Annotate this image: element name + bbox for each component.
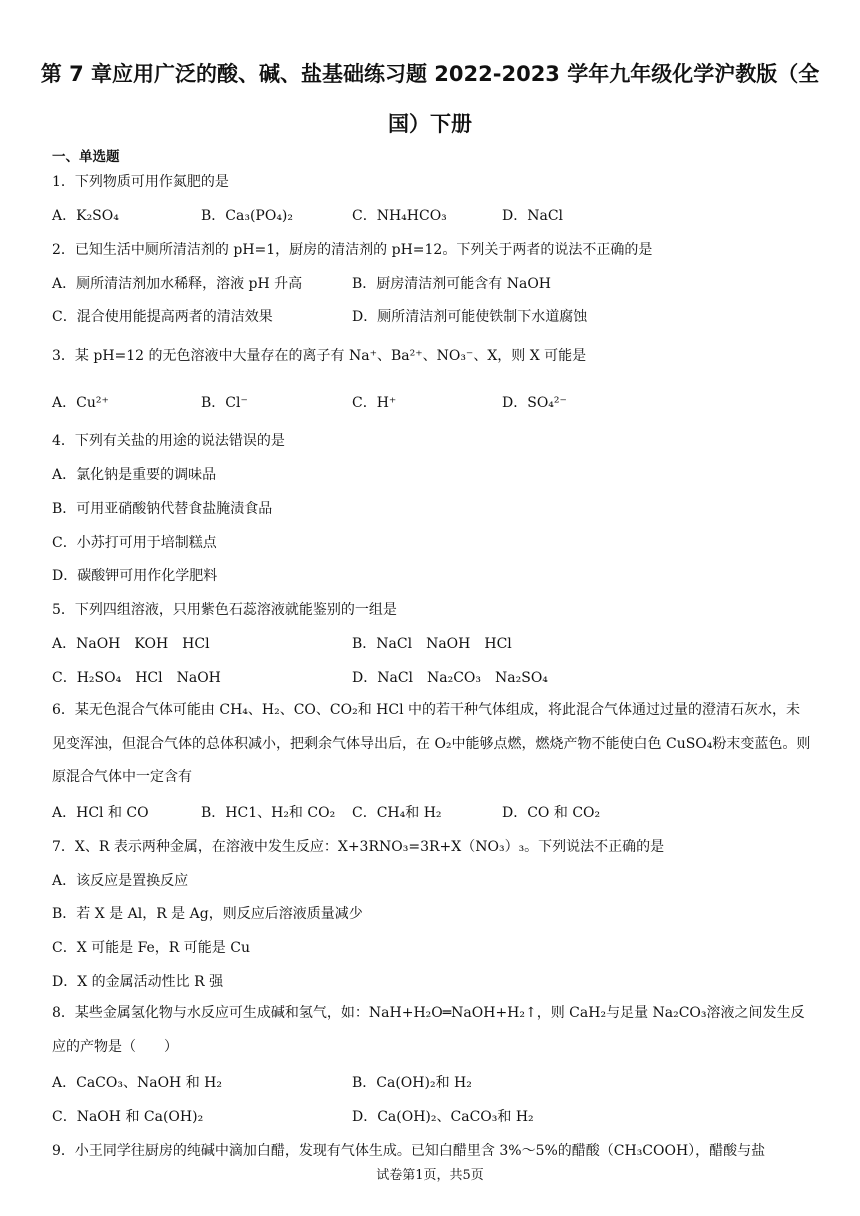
question-6-option-a: A．HCl 和 CO <box>52 805 149 821</box>
question-5-stem: 5．下列四组溶液，只用紫色石蕊溶液就能鉴别的一组是 <box>52 602 397 618</box>
question-7-option-b: B．若 X 是 Al，R 是 Ag，则反应后溶液质量减少 <box>52 906 363 922</box>
question-1-option-d: D．NaCl <box>502 208 564 224</box>
question-4-option-a: A．氯化钠是重要的调味品 <box>52 467 217 483</box>
question-7-option-d: D．X 的金属活动性比 R 强 <box>52 974 224 990</box>
question-6-option-d: D．CO 和 CO₂ <box>502 805 601 821</box>
question-5-option-c: C．H₂SO₄ HCl NaOH <box>52 670 221 686</box>
question-2-option-b: B．厨房清洁剂可能含有 NaOH <box>352 276 552 292</box>
question-8-option-d: D．Ca(OH)₂、CaCO₃和 H₂ <box>352 1109 534 1125</box>
question-7-option-c: C．X 可能是 Fe，R 可能是 Cu <box>52 940 250 956</box>
question-7-stem: 7．X、R 表示两种金属，在溶液中发生反应：X+3RNO₃=3R+X（NO₃）₃。下列说法不正确的是 <box>52 839 665 855</box>
question-3-option-c: C．H⁺ <box>352 395 397 411</box>
question-1-option-b: B．Ca₃(PO₄)₂ <box>201 208 294 224</box>
question-5-option-b: B．NaCl NaOH HCl <box>352 636 512 652</box>
question-3-option-b: B．Cl⁻ <box>201 395 248 411</box>
question-3-option-d: D．SO₄²⁻ <box>502 395 567 411</box>
question-4-option-c: C．小苏打可用于培制糕点 <box>52 535 217 551</box>
question-6-stem: 6．某无色混合气体可能由 CH₄、H₂、CO、CO₂和 HCl 中的若干种气体组成，将此混合气体通过过量的澄清石灰水，未见变浑浊，但混合气体的总体积减小，把剩余气体导出后，在 O₂中能够点燃，燃烧产物不能使白色 CuSO₄粉末变蓝色。则原混合气体中一定含有 <box>52 702 811 785</box>
question-1-option-a: A．K₂SO₄ <box>52 208 119 224</box>
question-6-option-c: C．CH₄和 H₂ <box>352 805 442 821</box>
question-6-option-b: B．HC1、H₂和 CO₂ <box>201 805 336 821</box>
question-4-option-d: D．碳酸钾可用作化学肥料 <box>52 568 218 584</box>
page-footer: 试卷第1页，共5页 <box>376 1168 484 1183</box>
question-3-stem: 3．某 pH=12 的无色溶液中大量存在的离子有 Na⁺、Ba²⁺、NO₃⁻、X，则 X 可能是 <box>52 348 587 364</box>
page-title-line2: 国）下册 <box>388 112 472 136</box>
question-8-option-b: B．Ca(OH)₂和 H₂ <box>352 1075 472 1091</box>
question-5-option-d: D．NaCl Na₂CO₃ Na₂SO₄ <box>352 670 548 686</box>
question-9-stem: 9．小王同学往厨房的纯碱中滴加白醋，发现有气体生成。已知白醋里含 3%～5%的醋酸（CH₃COOH），醋酸与盐 <box>52 1143 766 1159</box>
question-7-option-a: A．该反应是置换反应 <box>52 873 189 889</box>
question-1-stem: 1．下列物质可用作氮肥的是 <box>52 174 229 190</box>
question-8-option-a: A．CaCO₃、NaOH 和 H₂ <box>52 1075 222 1091</box>
section-heading: 一、单选题 <box>52 149 120 165</box>
question-2-stem: 2．已知生活中厕所清洁剂的 pH=1，厨房的清洁剂的 pH=12。下列关于两者的说法不正确的是 <box>52 242 653 258</box>
question-1-option-c: C．NH₄HCO₃ <box>352 208 447 224</box>
question-4-stem: 4．下列有关盐的用途的说法错误的是 <box>52 433 285 449</box>
question-2-option-c: C．混合使用能提高两者的清洁效果 <box>52 309 273 325</box>
question-8-option-c: C．NaOH 和 Ca(OH)₂ <box>52 1109 204 1125</box>
page-title-line1: 第 7 章应用广泛的酸、碱、盐基础练习题 2022-2023 学年九年级化学沪教版（全 <box>40 62 820 86</box>
question-2-option-d: D．厕所清洁剂可能使铁制下水道腐蚀 <box>352 309 588 325</box>
question-5-option-a: A．NaOH KOH HCl <box>52 636 210 652</box>
question-2-option-a: A．厕所清洁剂加水稀释，溶液 pH 升高 <box>52 276 303 292</box>
question-3-option-a: A．Cu²⁺ <box>52 395 109 411</box>
question-8-stem: 8．某些金属氢化物与水反应可生成碱和氢气，如：NaH+H₂O═NaOH+H₂↑，则 CaH₂与足量 Na₂CO₃溶液之间发生反应的产物是（ ） <box>52 1005 805 1055</box>
question-4-option-b: B．可用亚硝酸钠代替食盐腌渍食品 <box>52 501 273 517</box>
